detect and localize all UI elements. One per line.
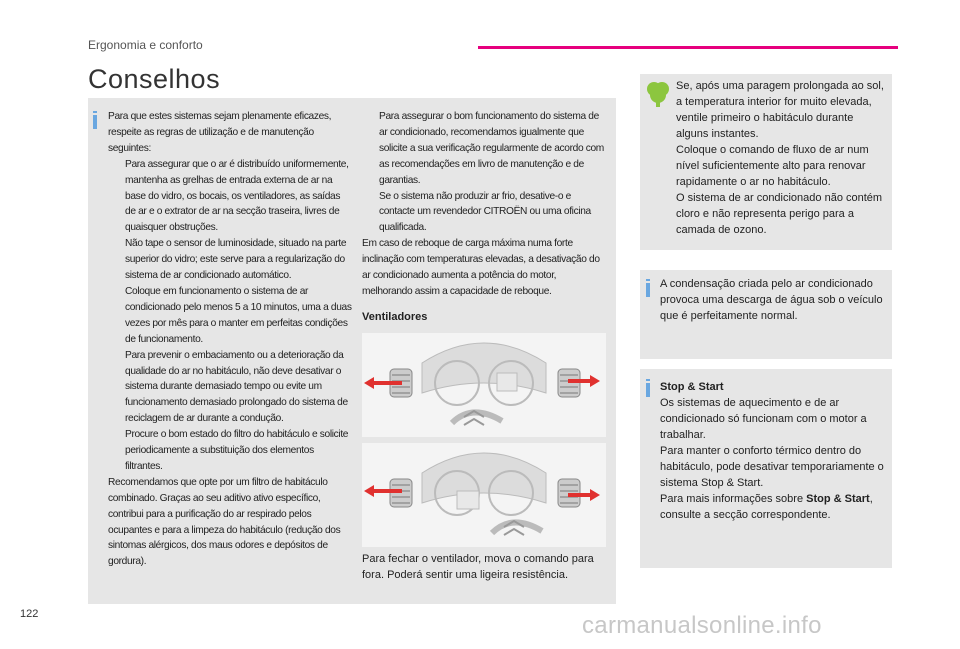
list-item xyxy=(108,157,352,237)
watermark: carmanualsonline.info xyxy=(582,612,822,639)
ventiladores-heading: Ventiladores xyxy=(362,311,428,323)
column-left xyxy=(108,109,352,570)
vent-open-illustration xyxy=(362,333,606,437)
page-title: Conselhos xyxy=(88,64,221,94)
list-item-text: Não tape o sensor de luminosidade, situado na parte superior do vidro; este serve para a regularização do sistema de ar condicionado automático. xyxy=(125,238,347,282)
info-icon xyxy=(646,383,650,397)
filter-recommendation: Recomendamos que opte por um filtro de habitáculo combinado. Graças ao seu aditivo ativo específico, contribui para a purificação do ar respirado pelos ocupantes e para a limpeza do habitáculo (redução dos sintomas alérgicos, dos maus odores e depósitos de gordura). xyxy=(108,476,341,568)
list-item-text: Se o sistema não produzir ar frio, desative-o e contacte um revendedor CITROËN ou uma oficina qualificada. xyxy=(379,190,591,234)
stop-start-reference: Stop & Start xyxy=(806,493,870,505)
stop-start-title: Stop & Start xyxy=(660,381,724,393)
stop-start-end: , consulte a secção correspondente. xyxy=(660,493,873,521)
column-middle xyxy=(362,109,608,300)
info-icon xyxy=(93,115,97,129)
stop-start-text xyxy=(660,379,886,523)
towing-text: Em caso de reboque de carga máxima numa forte inclinação com temperaturas elevadas, a desativação do ar condicionado aumenta a potência do motor, melhorando assim a capacidade de reboque. xyxy=(362,238,600,297)
page-number: 122 xyxy=(20,608,39,620)
list-item-text: Para prevenir o embaciamento ou a deterioração da qualidade do ar no habitáculo, não deve desativar o sistema durante demasiado tempo ou evite um funcionamento demasiado prolongado do sistema de reciclagem de ar durante a condução. xyxy=(125,349,348,425)
info-icon xyxy=(646,283,650,297)
list-item-text: Coloque em funcionamento o sistema de ar condicionado pelo menos 5 a 10 minutos, uma a duas vezes por mês para o manter em perfeitas condições de funcionamento. xyxy=(125,285,352,345)
section-rule xyxy=(478,46,898,49)
stop-start-panel xyxy=(640,369,892,568)
eco-text: Se, após uma paragem prolongada ao sol, a temperatura interior for muito elevada, ventile primeiro o habitáculo durante alguns instantes. Coloque o comando de fluxo de ar num nível suficientemente alto para renovar rapidamente o ar no habitáculo. O sistema de ar condicionado não contém cloro e não representa perigo para a camada de ozono. xyxy=(676,80,884,236)
list-item xyxy=(362,189,608,237)
section-title: Ergonomia e conforto xyxy=(88,38,203,52)
stop-start-body: Os sistemas de aquecimento e de ar condicionado só funcionam com o motor a trabalhar. Para manter o conforto térmico dentro do habitáculo, pode desativar temporariamente o sistema Stop & Start. Para mais informações sobre xyxy=(660,397,884,505)
list-item xyxy=(108,236,352,284)
list-item-text: Para assegurar que o ar é distribuído uniformemente, mantenha as grelhas de entrada externa de ar na base do vidro, os bocais, os ventiladores, as saídas de ar e o extrator de ar na secção traseira, livres de quaisquer obstruções. xyxy=(125,158,349,234)
list-item xyxy=(108,348,352,428)
eco-tree-icon xyxy=(646,80,670,108)
list-item xyxy=(362,109,608,189)
list-item xyxy=(108,284,352,348)
condensation-text: A condensação criada pelo ar condicionado provoca uma descarga de água sob o veículo que é perfeitamente normal. xyxy=(660,278,883,322)
list-item-text: Para assegurar o bom funcionamento do sistema de ar condicionado, recomendamos igualmente que solicite a sua verificação regularmente de acordo com as recomendações em livro de manutenção e de garantias. xyxy=(379,111,604,186)
list-item xyxy=(108,427,352,475)
vent-closed-illustration xyxy=(362,443,606,547)
ventiladores-caption: Para fechar o ventilador, mova o comando para fora. Poderá sentir uma ligeira resistência. xyxy=(362,553,594,581)
list-item-text: Procure o bom estado do filtro do habitáculo e solicite periodicamente a substituição dos elementos filtrantes. xyxy=(125,429,349,472)
condensation-panel xyxy=(640,270,892,359)
intro-text: Para que estes sistemas sejam plenamente eficazes, respeite as regras de utilização e de manutenção seguintes: xyxy=(108,111,332,154)
eco-panel xyxy=(640,74,892,250)
